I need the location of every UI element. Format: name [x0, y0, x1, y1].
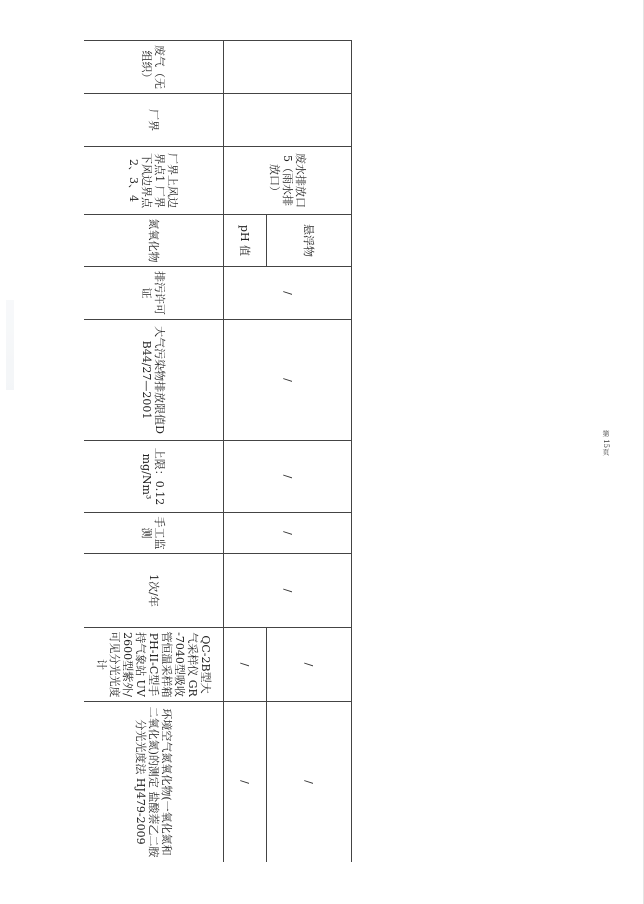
- monitoring-table: [84, 40, 352, 862]
- table-row: [267, 41, 352, 863]
- cell-outlet: 废水排放口5（雨水排放口）: [224, 147, 352, 215]
- scan-artifact: [6, 300, 14, 390]
- cell-param-ss: 悬浮物: [267, 215, 352, 267]
- cell-exhaust-instrument: QC-2B型大气采样仪 GR-7040型吸收管恒温采样箱 PH-II-C型手持气象站 UV2600型紫外/可见分光光度计: [84, 628, 224, 702]
- cell-limit-slash: /: [224, 441, 352, 513]
- cell-analysis-slash-1: /: [267, 702, 352, 863]
- cell-exhaust-pollutant: 氮氧化物: [84, 215, 224, 267]
- cell-instrument-slash-1: /: [267, 628, 352, 702]
- cell-location: [224, 94, 352, 147]
- cell-exhaust-standard: 大气污染物排放限值DB44/27—2001: [84, 320, 224, 441]
- cell-exhaust-basis: 排污许可证: [84, 267, 224, 320]
- cell-exhaust-points: 厂界上风边界点1 厂界下风边界点2、3、4: [84, 147, 224, 215]
- cell-exhaust-method: 手工监测: [84, 513, 224, 554]
- cell-basis-slash: /: [224, 267, 352, 320]
- rotated-table-wrapper: [84, 40, 352, 862]
- cell-exhaust-category: 废气（无组织）: [84, 41, 224, 94]
- cell-exhaust-frequency: 1次/年: [84, 554, 224, 628]
- cell-standard-slash: /: [224, 320, 352, 441]
- cell-exhaust-analysis: 环境空气氮氧化物(一氧化氮和二氧化氮)的测定 盐酸萘乙二胺分光光度法 HJ479-2009: [84, 702, 224, 863]
- cell-exhaust-limit: 上限：0.12mg/Nm³: [84, 441, 224, 513]
- cell-exhaust-location: 厂界: [84, 94, 224, 147]
- cell-method-slash: /: [224, 513, 352, 554]
- cell-analysis-slash-2: /: [224, 702, 267, 863]
- page-number: 第 15页: [602, 430, 610, 456]
- cell-frequency-slash: /: [224, 554, 352, 628]
- cell-param-ph: pH 值: [224, 215, 267, 267]
- cell-category: [224, 41, 352, 94]
- cell-instrument-slash-2: /: [224, 628, 267, 702]
- table-row: [84, 41, 224, 863]
